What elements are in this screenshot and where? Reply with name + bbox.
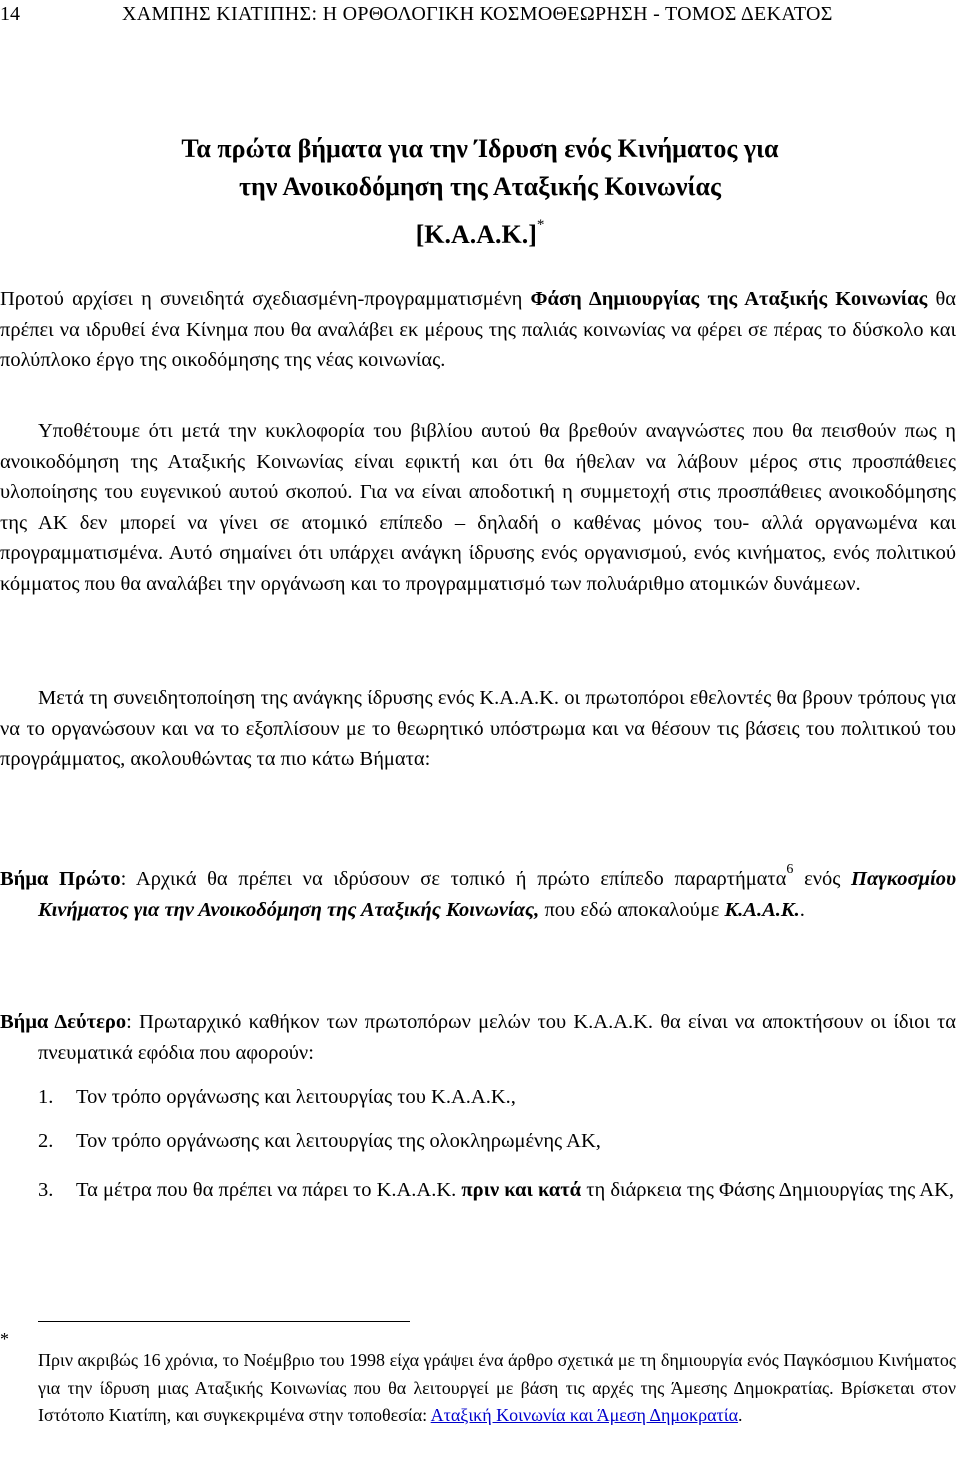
- footnote-link[interactable]: Αταξική Κοινωνία και Άμεση Δημοκρατία: [430, 1405, 739, 1425]
- footnote-marker: *: [0, 1329, 9, 1349]
- footnote-ref-6[interactable]: 6: [786, 862, 794, 877]
- chapter-title: [0, 130, 960, 254]
- chapter-title-line-2: την Ανοικοδόμηση της Αταξικής Κοινωνίας: [239, 172, 721, 201]
- chapter-title-acronym: [Κ.Α.Α.Κ.]: [415, 220, 537, 249]
- list-item-text: Τα μέτρα που θα πρέπει να πάρει το Κ.Α.Α.Κ.: [76, 1179, 462, 1201]
- page-number: 14: [0, 3, 20, 25]
- title-footnote-mark[interactable]: *: [536, 217, 545, 233]
- intro-paragraph: [0, 284, 956, 376]
- step-one-text-end: .: [799, 898, 805, 921]
- chapter-title-line-1: Τα πρώτα βήματα για την Ίδρυση ενός Κινήματος για: [181, 134, 779, 163]
- list-number: 2.: [38, 1130, 54, 1152]
- step-two-label: Βήμα Δεύτερο: [0, 1011, 127, 1033]
- chapter-title-line-3: [0, 206, 960, 254]
- list-item: [0, 1175, 956, 1206]
- list-number: 1.: [38, 1086, 54, 1108]
- list-item: [0, 1082, 956, 1113]
- step-one-text-3: που εδώ αποκαλούμε: [539, 898, 725, 921]
- list-item: [0, 1126, 956, 1157]
- step-one: [0, 855, 956, 925]
- step-one-text: : Αρχικά θα πρέπει να ιδρύσουν σε τοπικό ή πρώτο επίπεδο παραρτήματα: [120, 868, 787, 890]
- footnote: [38, 1347, 956, 1430]
- intro-text-end: θα πρέπει να ιδρυθεί ένα Κίνημα που θα αναλάβει εκ μέρους της παλιάς κοινωνίας να φέρει σε πέρας το δύσκολο και πολύπλοκο έργο της οικοδόμησης της νέας κοινωνίας.: [0, 288, 957, 372]
- body-paragraph-2-text: Υποθέτουμε ότι μετά την κυκλοφορία του βιβλίου αυτού θα βρεθούν αναγνώστες που θα πεισθούν πως η ανοικοδόμηση της Αταξικής Κοινωνίας είναι εφικτή και ότι θα ήθελαν να λάβουν μέρος στις προσπάθειες υλοποίησης του ευγενικού αυτού σκοπού. Για να είναι αποδοτική η συμμετοχή στις προσπάθειες ανοικοδόμησης της ΑΚ δεν μπορεί να γίνει σε ατομικό επίπεδο – δηλαδή ο καθένας μόνος του- αλλά οργανωμένα και προγραμματισμένα. Αυτό σημαίνει ότι υπάρχει ανάγκη ίδρυσης ενός οργανισμού, ενός κινήματος, ενός πολιτικού κόμματος που θα αναλάβει την οργάνωση και το προγραμματισμό των πολυάριθμο ατομικών δυνάμεων.: [0, 420, 956, 595]
- list-item-bold: πριν και κατά: [461, 1179, 582, 1201]
- body-paragraph-3-text: Μετά τη συνειδητοποίηση της ανάγκης ίδρυσης ενός Κ.Α.Α.Κ. οι πρωτοπόροι εθελοντές θα βρουν τρόπους για να το οργανώσουν και να το εξοπλίσουν με το θεωρητικό υπόστρωμα και να θέσουν τις βάσεις του πολιτικού του προγράμματος, ακολουθώντας τα πιο κάτω Βήματα:: [0, 687, 956, 771]
- list-item-text-end: τη διάρκεια της Φάσης Δημιουργίας της ΑΚ,: [581, 1179, 954, 1201]
- footnote-end: .: [738, 1405, 743, 1425]
- running-header-title: ΧΑΜΠΗΣ ΚΙΑΤΙΠΗΣ: Η ΟΡΘΟΛΟΓΙΚΗ ΚΟΣΜΟΘΕΩΡΗΣΗ - ΤΟΜΟΣ ΔΕΚΑΤΟΣ: [122, 3, 833, 25]
- movement-acronym: Κ.Α.Α.Κ.: [724, 898, 800, 921]
- body-paragraph-3: [0, 683, 956, 775]
- step-one-text-2: ενός: [793, 868, 852, 890]
- list-item-text: Τον τρόπο οργάνωσης και λειτουργίας της ολοκληρωμένης ΑΚ,: [76, 1130, 601, 1152]
- body-paragraph-2: [0, 416, 956, 600]
- footnote-text: Πριν ακριβώς 16 χρόνια, το Νοέμβριο του 1998 είχα γράψει ένα άρθρο σχετικά με τη δημιουργία ενός Παγκόσμιου Κινήματος για την ίδρυση μιας Αταξικής Κοινωνίας που θα λειτουργεί με βάση τις αρχές της Άμεσης Δημοκρατίας. Βρίσκεται στον Ιστότοπο Κιατίπη, και συγκεκριμένα στην τοποθεσία:: [38, 1350, 956, 1425]
- intro-bold-phrase: Φάση Δημιουργίας της Αταξικής Κοινωνίας: [530, 288, 928, 310]
- list-number: 3.: [38, 1179, 54, 1201]
- footnote-divider: [38, 1321, 410, 1322]
- step-two-text: : Πρωταρχικό καθήκον των πρωτοπόρων μελών του Κ.Α.Α.Κ. θα είναι να αποκτήσουν οι ίδιοι τα πνευματικά εφόδια που αφορούν:: [38, 1011, 956, 1064]
- movement-name: Παγκοσμίου Κινήματος για την Ανοικοδόμηση της Αταξικής Κοινωνίας,: [38, 868, 956, 921]
- step-two: [0, 1007, 956, 1068]
- list-item-text: Τον τρόπο οργάνωσης και λειτουργίας του Κ.Α.Α.Κ.,: [76, 1086, 516, 1108]
- intro-text-start: Προτού αρχίσει η συνειδητά σχεδιασμένη-προγραμματισμένη: [0, 288, 531, 310]
- step-one-label: Βήμα Πρώτο: [0, 868, 121, 890]
